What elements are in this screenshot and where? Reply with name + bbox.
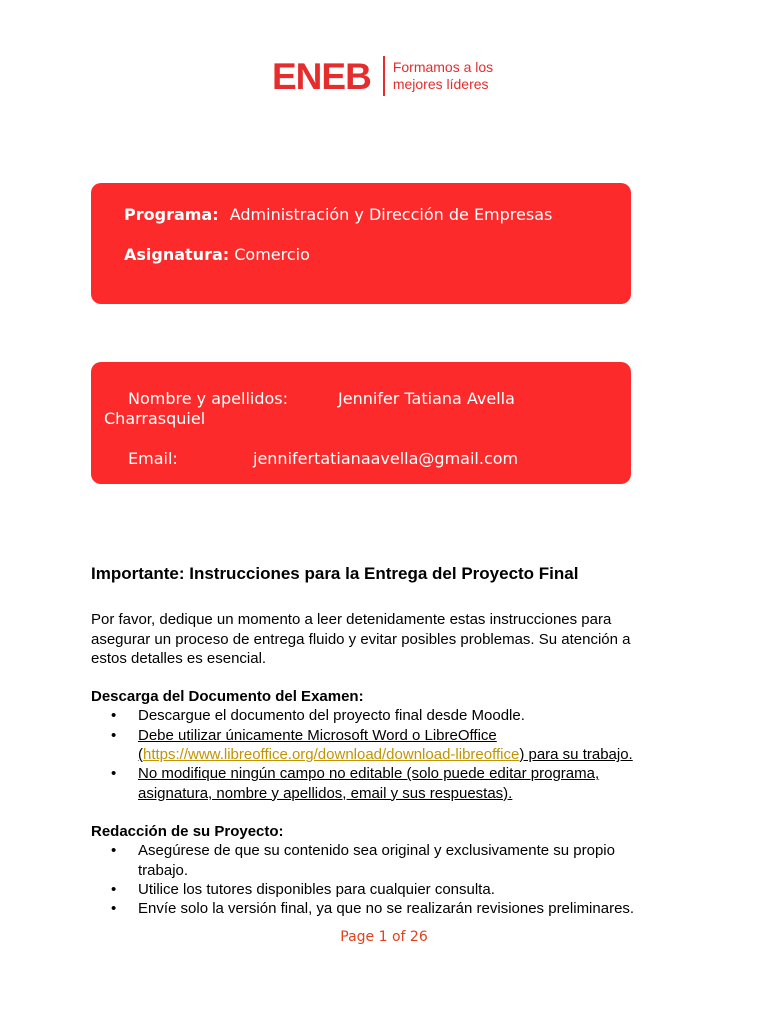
email-field[interactable]: jennifertatianaavella@gmail.com: [253, 449, 519, 468]
logo-separator: [383, 56, 385, 96]
instructions-heading: Importante: Instrucciones para la Entrega del Proyecto Final: [91, 564, 579, 583]
logo-tagline-line1: Formamos a los: [392, 59, 494, 75]
libreoffice-link[interactable]: https://www.libreoffice.org/download/download-libreoffice: [143, 746, 520, 764]
download-list: [91, 706, 661, 802]
list-item-paren-close: ) para su trabajo.: [519, 746, 633, 764]
bullet-icon: •: [111, 900, 117, 918]
list-item: [91, 706, 661, 725]
nombre-field-line1[interactable]: Jennifer Tatiana Avella: [338, 389, 515, 408]
logo-word: ENEB: [272, 55, 371, 97]
bullet-icon: •: [111, 707, 117, 725]
logo-tagline-line2: mejores líderes: [392, 76, 489, 92]
list-item: [91, 764, 661, 803]
list-item-text: Debe utilizar únicamente Microsoft Word o LibreOffice: [138, 726, 497, 744]
list-item-text: Envíe solo la versión final, ya que no se realizarán revisiones preliminares.: [138, 900, 635, 918]
section-writing-title: Redacción de su Proyecto:: [91, 822, 284, 840]
programa-field[interactable]: Administración y Dirección de Empresas: [229, 205, 553, 224]
eneb-logo: [272, 54, 493, 98]
asignatura-label: Asignatura:: [124, 245, 230, 264]
list-item-paren-open: (: [138, 746, 143, 764]
email-label: Email:: [128, 449, 178, 468]
nombre-label: Nombre y apellidos:: [128, 389, 289, 408]
list-item: [91, 880, 661, 899]
list-item-text: No modifique ningún campo no editable (solo puede editar programa, asignatura, nombre y apellidos, email y sus respuestas).: [138, 765, 600, 802]
writing-list: [91, 841, 661, 918]
asignatura-row: [124, 245, 310, 264]
list-item: [91, 841, 661, 880]
section-download-title: Descarga del Documento del Examen:: [91, 688, 364, 706]
intro-paragraph: Por favor, dedique un momento a leer detenidamente estas instrucciones para asegurar un proceso de entrega fluido y evitar posibles problemas. Su atención a estos detalles es esencial.: [91, 611, 631, 667]
program-panel: [91, 183, 631, 304]
programa-label: Programa:: [124, 205, 219, 224]
bullet-icon: •: [111, 842, 117, 860]
page-footer: Page 1 of 26: [340, 929, 428, 945]
logo-tagline: [393, 59, 493, 93]
list-item: [91, 899, 661, 918]
instructions: [91, 564, 661, 918]
list-item-text: Descargue el documento del proyecto final desde Moodle.: [138, 707, 525, 725]
list-item-text: Utilice los tutores disponibles para cualquier consulta.: [138, 880, 495, 898]
list-item: [91, 726, 661, 765]
student-panel: [91, 362, 631, 484]
nombre-field-line2[interactable]: Charrasquiel: [104, 409, 206, 428]
bullet-icon: •: [111, 880, 117, 898]
asignatura-field[interactable]: Comercio: [234, 245, 310, 264]
programa-row: [124, 205, 552, 224]
bullet-icon: •: [111, 726, 117, 744]
list-item-text: Asegúrese de que su contenido sea original y exclusivamente su propio trabajo.: [138, 842, 615, 879]
bullet-icon: •: [111, 765, 117, 783]
